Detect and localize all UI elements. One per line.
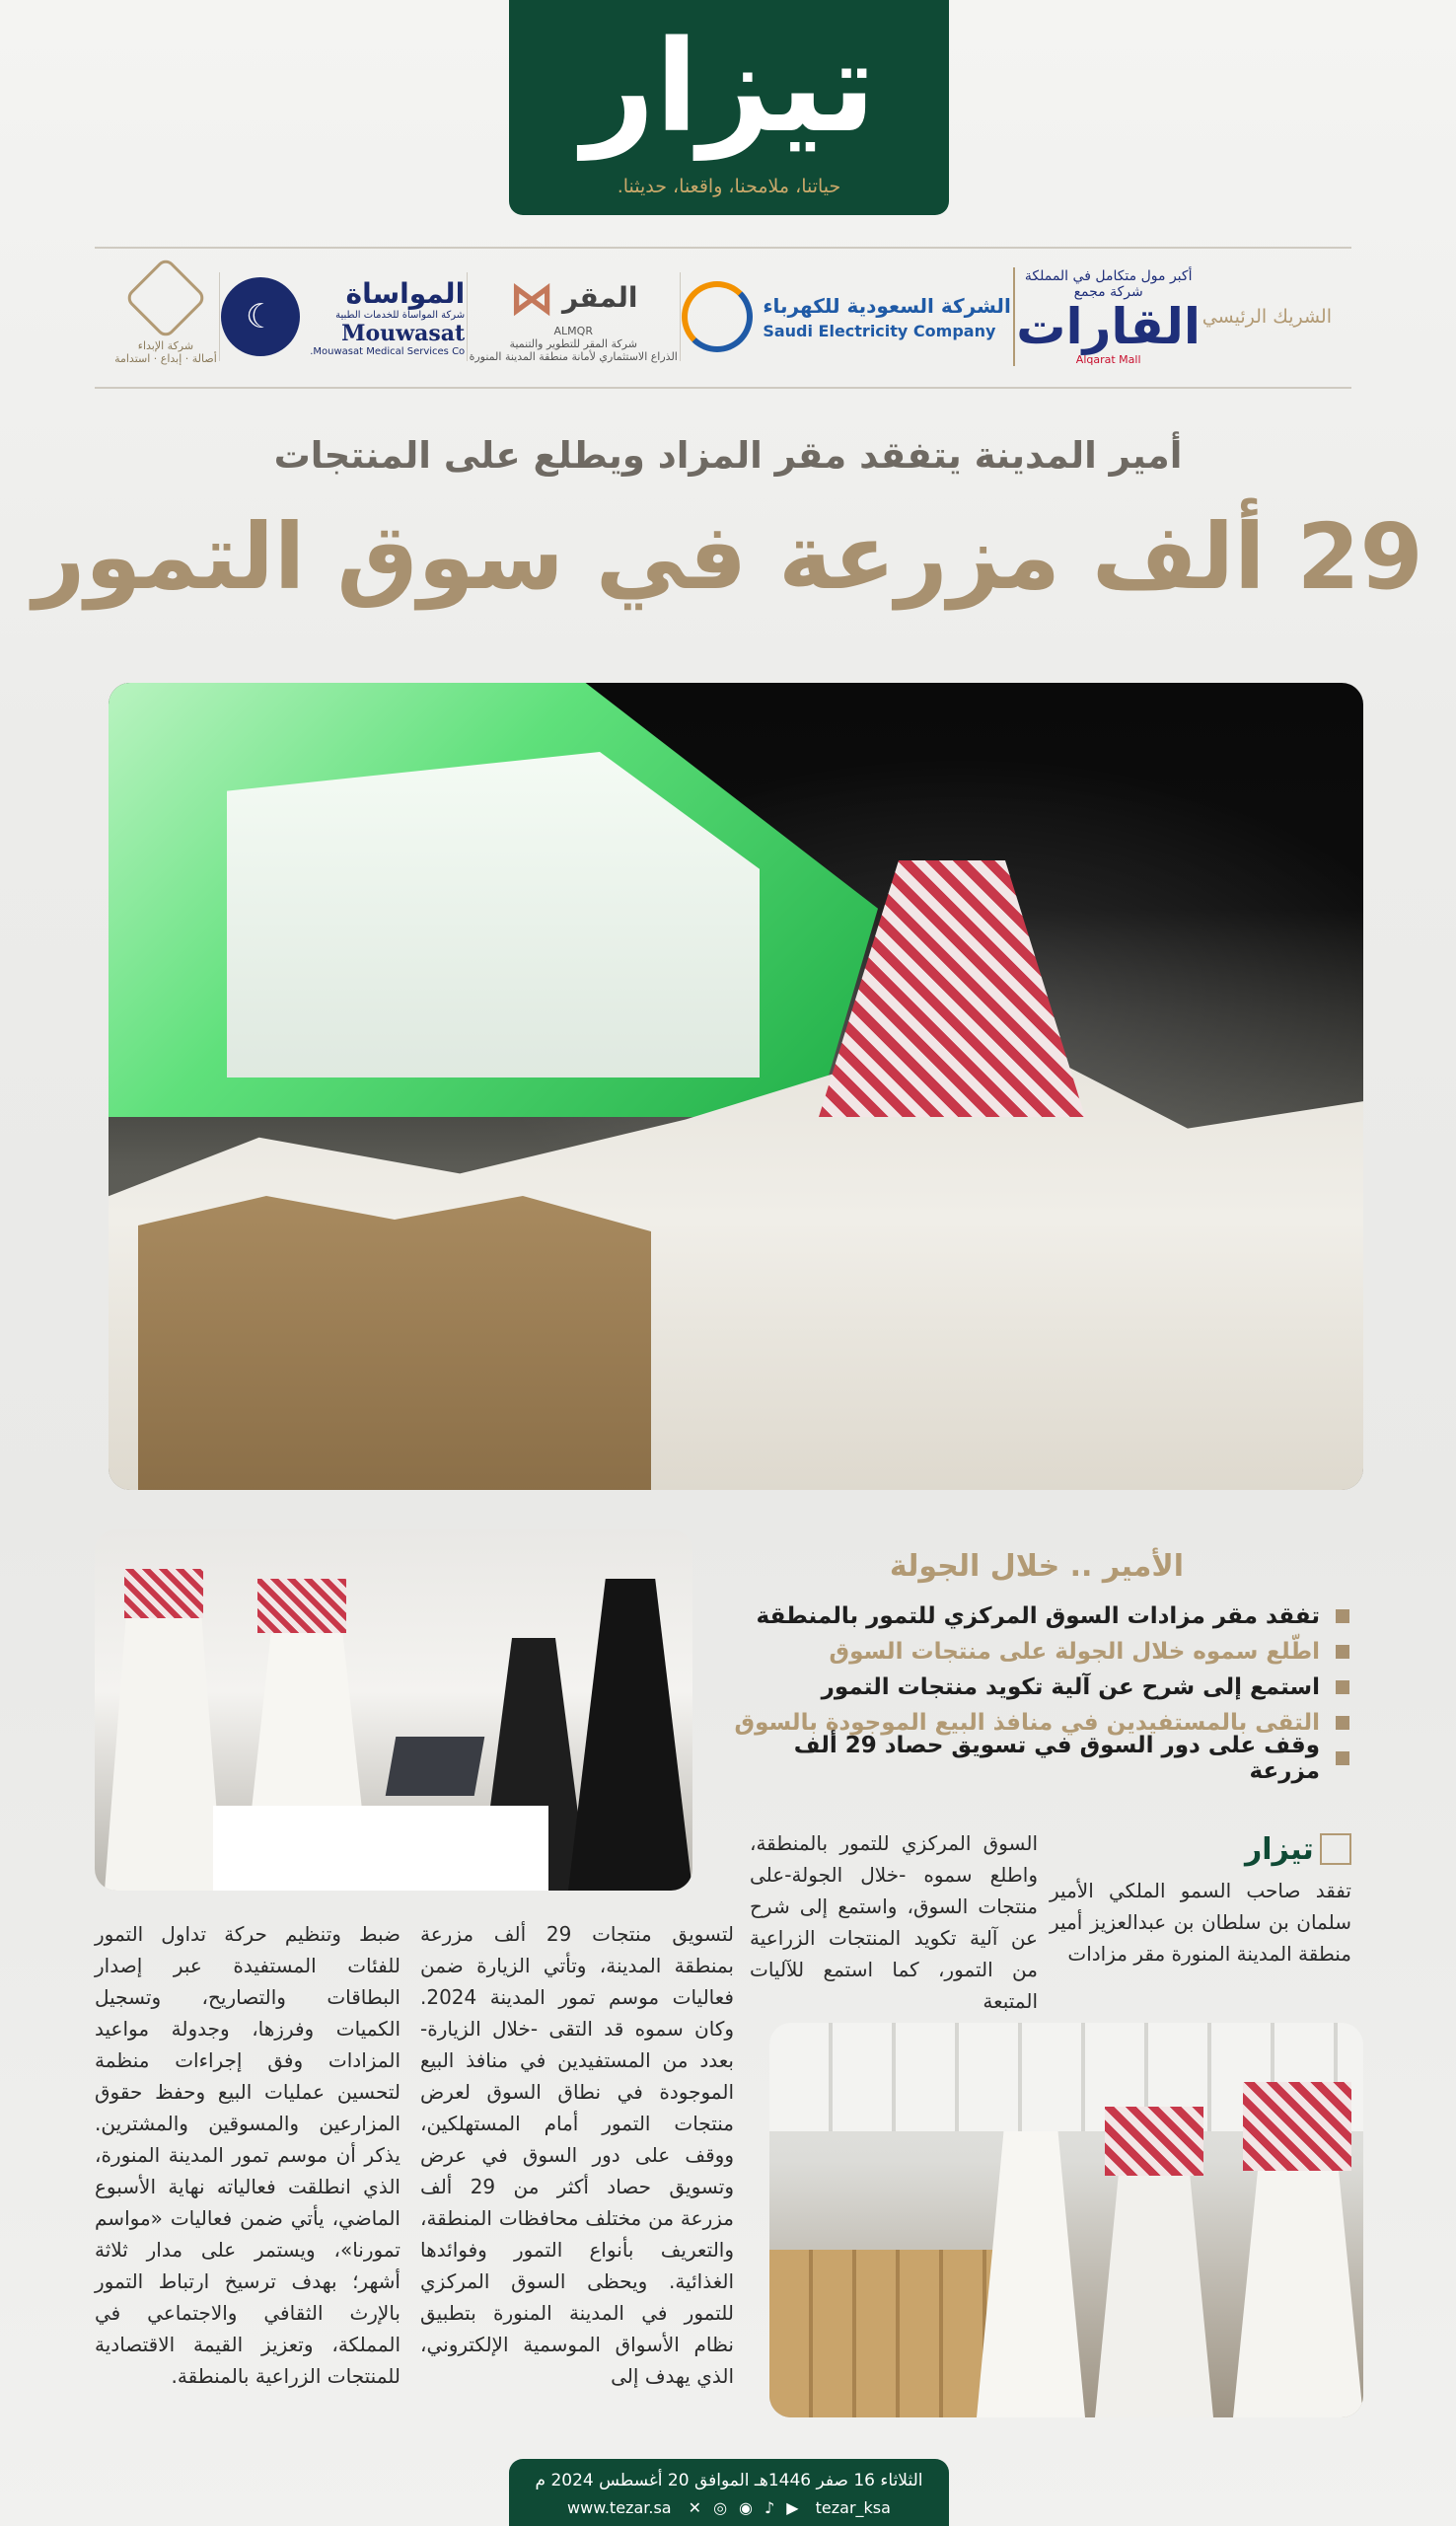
social-handle[interactable]: tezar_ksa [815, 2498, 891, 2517]
sponsor-bottom-divider [95, 387, 1351, 389]
tiktok-icon[interactable]: ♪ [764, 2498, 775, 2517]
sponsor-divider [1013, 267, 1015, 366]
almqr-logo: المقر ⋈ ALMQR شركة المقر للتطوير والتنمية الذراع الاستثماري لأمانة منطقة المدينة المنورة [469, 270, 678, 363]
tezar-seal-icon [1320, 1833, 1351, 1865]
snapchat-icon[interactable]: ◉ [739, 2498, 754, 2517]
footer [509, 2459, 949, 2526]
square-bullet-icon [1336, 1680, 1349, 1694]
highlight-item: اطّلع سموه خلال الجولة على منتجات السوق [730, 1634, 1349, 1670]
article-headline: 29 ألف مزرعة في سوق التمور [33, 504, 1423, 610]
tezar-logo: تيزار [582, 14, 876, 161]
body-column-4: ضبط وتنظيم حركة تداول التمور للفئات المستفيدة عبر إصدار البطاقات والتصاريح، وتسجيل الكميات وفرزها، وجدولة مواعيد المزادات وفق إجراءات منظمة لتحسين عمليات البيع وحفظ حقوق المزارعين والمسوقين والمشترين. يذكر أن موسم تمور المدينة المنورة، الذي انطلقت فعالياته نهاية الأسبوع الماضي، يأتي ضمن فعاليات «مواسم تمورنا»، ويستمر على مدار ثلاثة أشهر؛ بهدف ترسيخ ارتباط التمور بالإرث الثقافي والاجتماعي في المملكة، وتعزيز القيمة الاقتصادية للمنتجات الزراعية بالمنطقة. [95, 1922, 400, 2388]
sponsor-divider [467, 272, 468, 361]
sponsor-divider [219, 272, 220, 361]
website-link[interactable]: www.tezar.sa [567, 2498, 672, 2517]
sec-logo: الشركة السعودية للكهرباء Saudi Electricity Company [682, 281, 1010, 352]
highlights-title: الأمير .. خلال الجولة [889, 1549, 1184, 1584]
footer-links [509, 2498, 949, 2517]
market-photo [769, 2023, 1363, 2417]
highlights-list [730, 1598, 1349, 1784]
instagram-icon[interactable]: ◎ [713, 2498, 728, 2517]
highlight-item: وقف على دور السوق في تسويق حصاد 29 ألف مزرعة [730, 1741, 1349, 1776]
body-column-2: السوق المركزي للتمور بالمنطقة، واطلع سموه -خلال الجولة-على منتجات السوق، واستمع إلى شرح عن آلية تكويد المنتجات الزراعية من التمور، كما استمع للآليات المتبعة [750, 1831, 1038, 2013]
masthead-tagline: حياتنا، ملامحنا، واقعنا، حديثنا. [617, 176, 841, 197]
ibdaa-seal-icon [124, 257, 208, 340]
highlight-item: استمع إلى شرح عن آلية تكويد منتجات التمور [730, 1670, 1349, 1705]
ibdaa-logo: شركة الإبداء أصالة · إبداع · استدامة [114, 268, 217, 365]
square-bullet-icon [1336, 1716, 1349, 1730]
body-column-3: لتسويق منتجات 29 ألف مزرعة بمنطقة المدينة، وتأتي الزيارة ضمن فعاليات موسم تمور المدينة 2024. وكان سموه قد التقى -خلال الزيارة- بعدد من المستفيدين في منافذ البيع الموجودة في نطاق السوق لعرض منتجات التمور أمام المستهلكين، ووقف على دور السوق في عرض وتسويق حصاد أكثر من 29 ألف مزرعة من مختلف محافظات المنطقة، والتعريف بأنواع التمور وفوائدها الغذائية. ويحظى السوق المركزي للتمور في المدينة المنورة بتطبيق نظام الأسواق الموسمية الإلكتروني، الذي يهدف إلى [420, 1922, 734, 2388]
sec-emblem-icon [682, 281, 753, 352]
tezar-brand-mark: تيزار [1245, 1829, 1351, 1869]
highlight-item: تفقد مقر مزادات السوق المركزي للتمور بالمنطقة [730, 1598, 1349, 1634]
issue-date: الثلاثاء 16 صفر 1446هـ الموافق 20 أغسطس 2024 م [535, 2471, 923, 2490]
highlight-item: التقى بالمستفيدين في منافذ البيع الموجودة بالسوق [730, 1705, 1349, 1741]
almqr-mark-icon: ⋈ [509, 270, 555, 325]
square-bullet-icon [1336, 1751, 1349, 1765]
main-photo [109, 683, 1363, 1490]
sponsors-bar [95, 249, 1351, 385]
x-icon[interactable]: ✕ [688, 2498, 702, 2517]
mouwasat-crest-icon: ☾ [221, 277, 300, 356]
article-kicker: أمير المدينة يتفقد مقر المزاد ويطلع على المنتجات [273, 434, 1183, 477]
youtube-icon[interactable]: ▶ [786, 2498, 799, 2517]
square-bullet-icon [1336, 1645, 1349, 1659]
body-column-1: تفقد صاحب السمو الملكي الأمير سلمان بن سلطان بن عبدالعزيز أمير منطقة المدينة المنورة مقر مزادات [1050, 1879, 1351, 1966]
mouwasat-logo: المواساة شركة المواساة للخدمات الطبية Mouwasat Mouwasat Medical Services Co. ☾ [221, 277, 465, 357]
office-photo [95, 1529, 692, 1891]
masthead [509, 0, 949, 215]
main-partner-label: الشريك الرئيسي [1201, 306, 1332, 328]
sponsor-divider [680, 272, 681, 361]
square-bullet-icon [1336, 1609, 1349, 1623]
alqarat-mall-logo: أكبر مول متكامل في المملكة شركة مجمع القارات Alqarat Mall [1016, 267, 1201, 366]
